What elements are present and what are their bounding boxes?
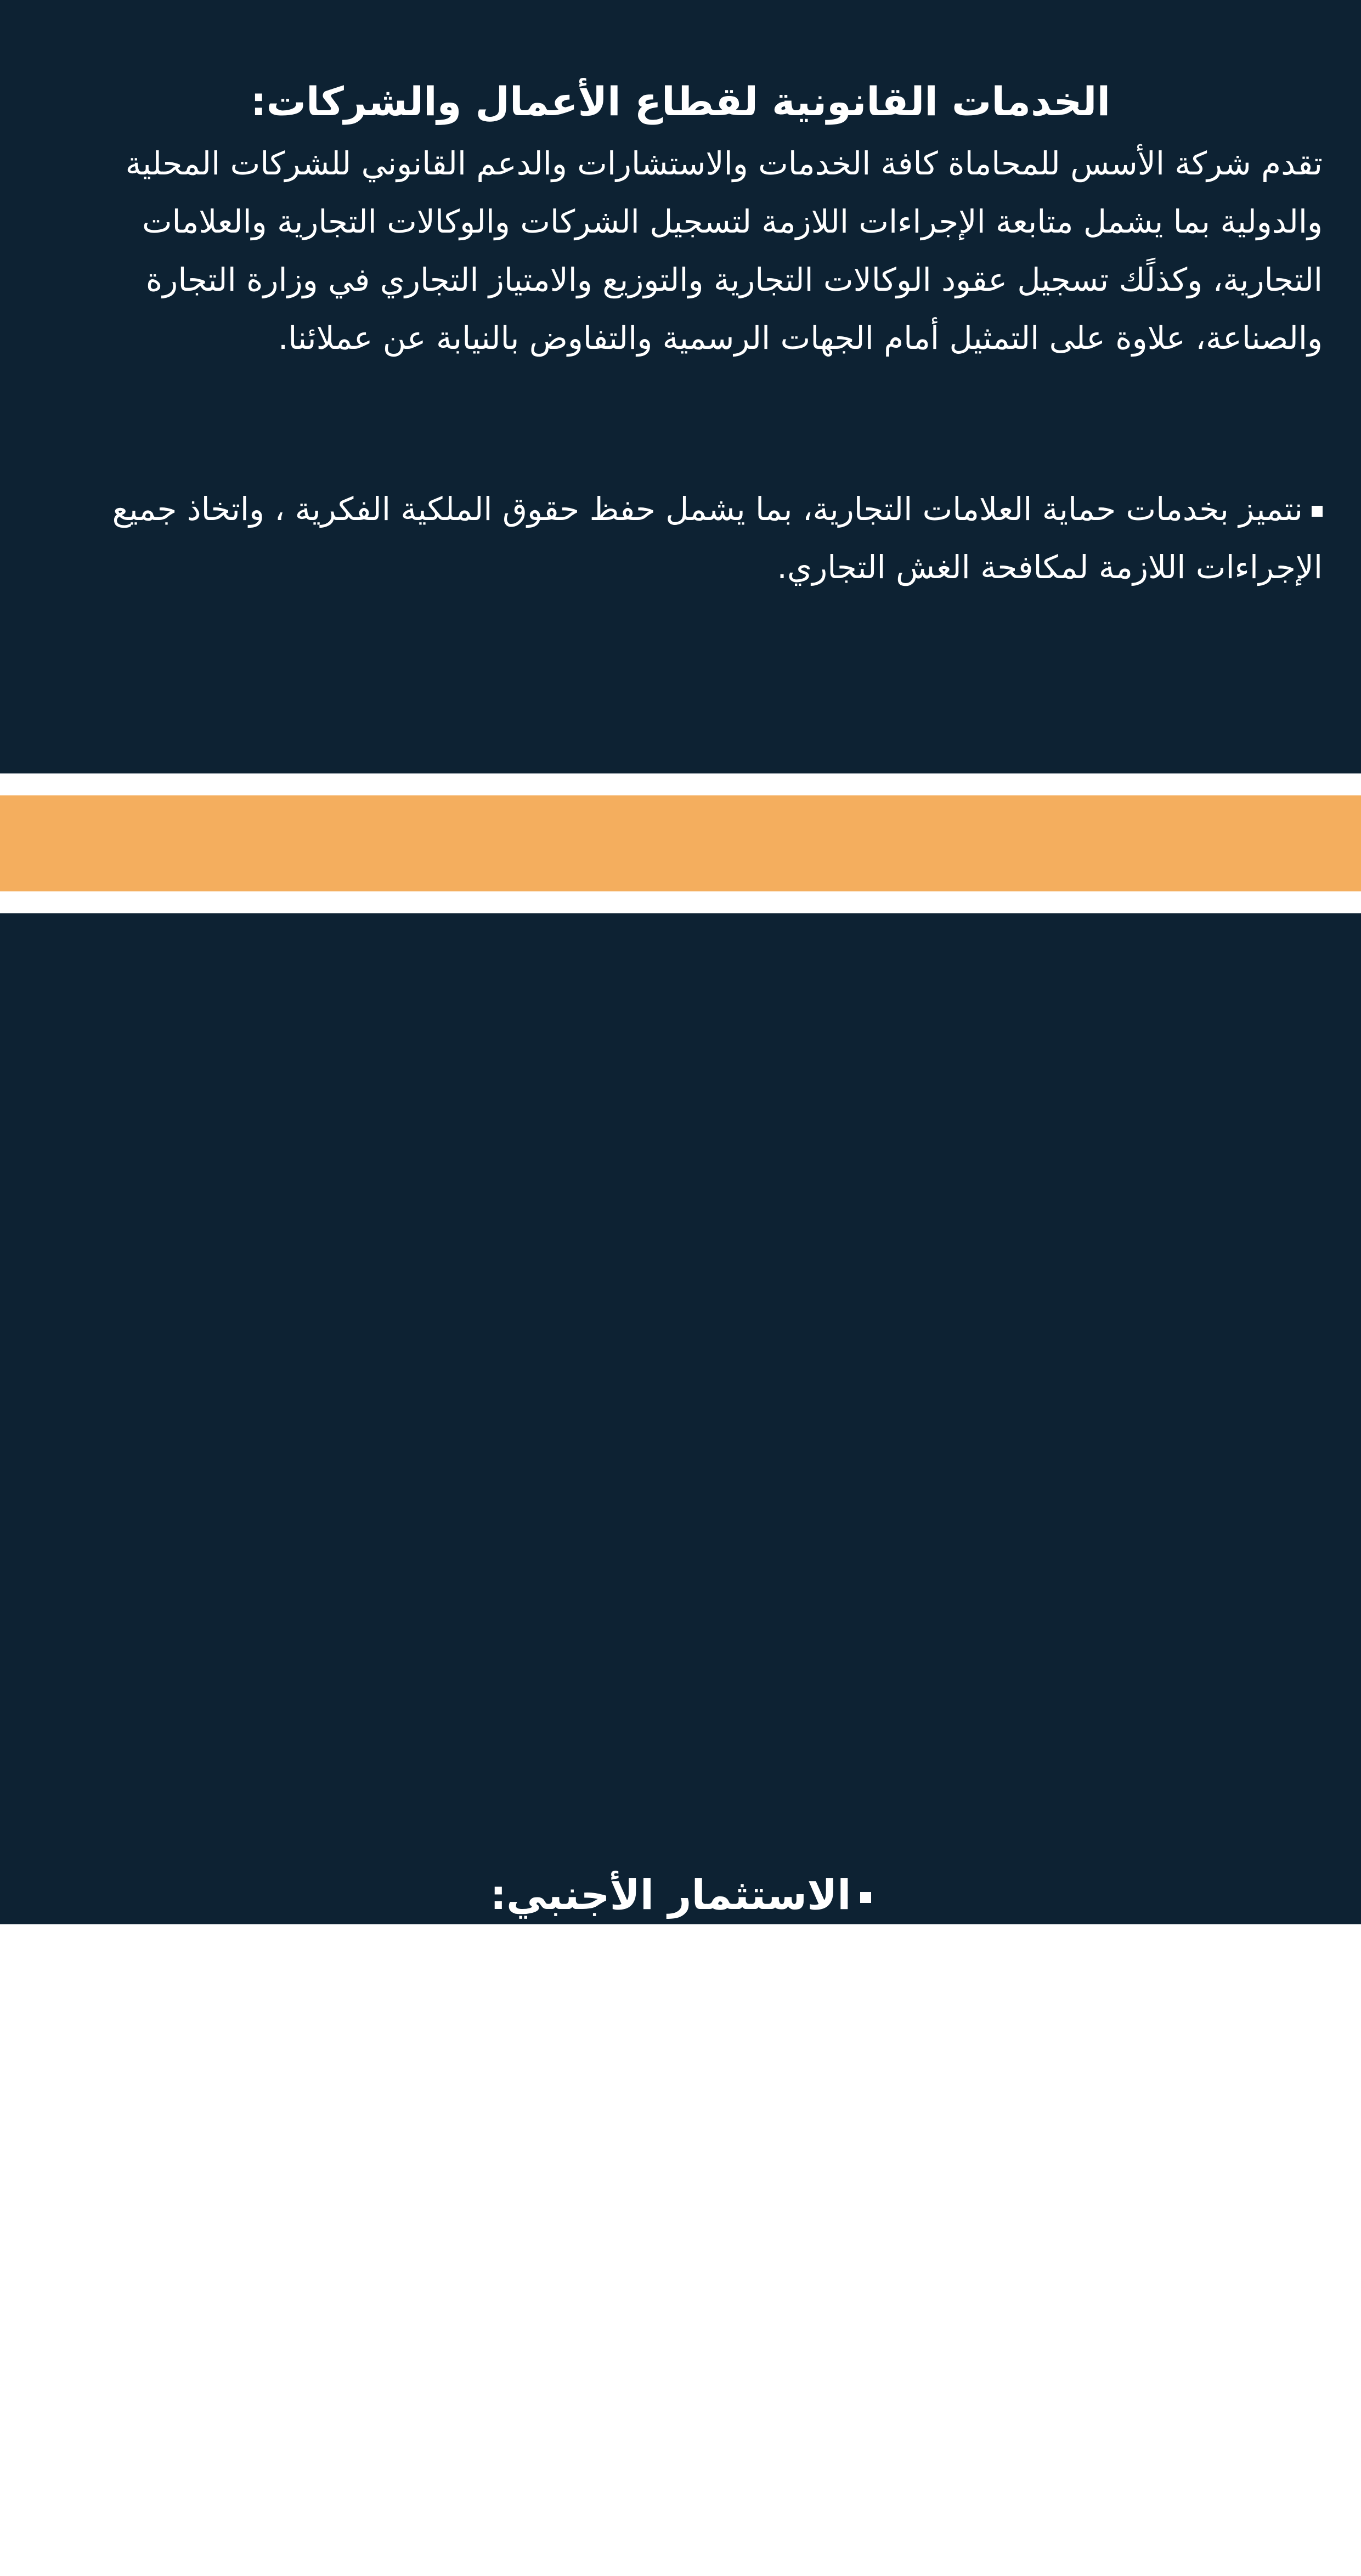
list-item bbox=[17, 2276, 1323, 2376]
list-item-text: لدينا فريق متخصص في تأسيس الشركات الأجنبية في المملكة العربية السعودية، ونقدم باقات متكاملة من الخدمات، بما في ذلك تسجيلات العلامات التجارية وصفقات الاستثمار والمفاوضات. bbox=[21, 2483, 1323, 2569]
legal-services-heading: الخدمات القانونية لقطاع الأعمال والشركات: bbox=[250, 78, 1111, 125]
dash-marker: - bbox=[1311, 2483, 1323, 2519]
list-item-text: تقدم الشركة المشورة القانونية للمستثمرين الأجانب الراغبين في اصدار رخصة استثمار بالمملكة العربية السعودية من حيث الأنظمة المتبعة ومن حيث مقدار رأس المال ونوعه والضريبة المفروضة وبيان حقوق المستثمر واقتراح الحلول القانونية لمعالجة أي إشكالات قانونية قد تواجهه مستقبلًا. bbox=[21, 1934, 1323, 2070]
list-item bbox=[17, 1927, 1323, 2077]
list-item-text: خدمة تمثيل المنشأة سواء كانت شركة أو مؤسسة أجنبية تقوم بها شركة الأسس للمحاماة بعد صدور رخصة الاستثمار ويكون التمثيل القانوني للمنشأة في شؤونها أمام الغير مقابل رسوم سنوية . bbox=[45, 2383, 1323, 2469]
foreign-investment-title: الاستثمار الأجنبي: bbox=[490, 1872, 851, 1919]
foreign-investment-list bbox=[17, 1927, 1323, 2576]
list-item-text: تعمل الشركة على صياغة عقود الاستثمار الأجنبي والمشاركة سواء كان مشروعاً أجنبياً كاملًا أو مختلطاً. bbox=[124, 2184, 1323, 2269]
foreign-investment-heading bbox=[0, 1868, 1361, 1923]
list-item-text: كما تقدم العمل على تسهيل استخراج رخصة مستثمر للأجانب في فترة قصيرة بعد توفير كل المتطلبات القانونية . bbox=[150, 2084, 1323, 2170]
list-item bbox=[17, 2077, 1323, 2177]
square-bullet-icon bbox=[1312, 506, 1323, 517]
list-item-text: لدينا القدرة على استخراج كافة التراخيص المصاحبة لرخصة المستثمر الأجنبي ونقوم بتسجيل الشركات الأجنبية أو المختلطة وإصدار عقود التأسيس والملاحق وتعديلها وإصدار السجلات التجارية . bbox=[80, 2284, 1323, 2369]
square-bullet-icon bbox=[860, 1892, 871, 1903]
legal-services-intro: تقدم شركة الأسس للمحاماة كافة الخدمات والاستشارات والدعم القانوني للشركات المحلية والدولية بما يشمل متابعة الإجراءات اللازمة لتسجيل الشركات والوكالات التجارية والعلامات التجارية، وكذلًك تسجيل عقود الوكالات التجارية والتوزيع والامتياز التجاري في وزارة التجارة والصناعة، علاوة على التمثيل أمام الجهات الرسمية والتفاوض بالنيابة عن عملائنا. bbox=[125, 145, 1323, 357]
dash-marker: - bbox=[1311, 2284, 1323, 2319]
list-item bbox=[17, 2476, 1323, 2576]
trademark-protection-item bbox=[6, 480, 1323, 596]
dash-marker: - bbox=[1311, 2184, 1323, 2219]
accent-band bbox=[0, 795, 1361, 891]
dash-marker: - bbox=[1311, 1934, 1323, 1970]
dash-marker: - bbox=[1311, 2383, 1323, 2419]
legal-services-panel bbox=[0, 0, 1361, 773]
trademark-protection-text: نتميز بخدمات حماية العلامات التجارية، بما يشمل حفظ حقوق الملكية الفكرية ، واتخاذ جميع الإجراءات اللازمة لمكافحة الغش التجاري. bbox=[112, 490, 1323, 586]
list-item bbox=[17, 2376, 1323, 2476]
dash-marker: - bbox=[1311, 2084, 1323, 2120]
list-item bbox=[17, 2177, 1323, 2276]
foreign-investment-panel bbox=[0, 913, 1361, 2569]
